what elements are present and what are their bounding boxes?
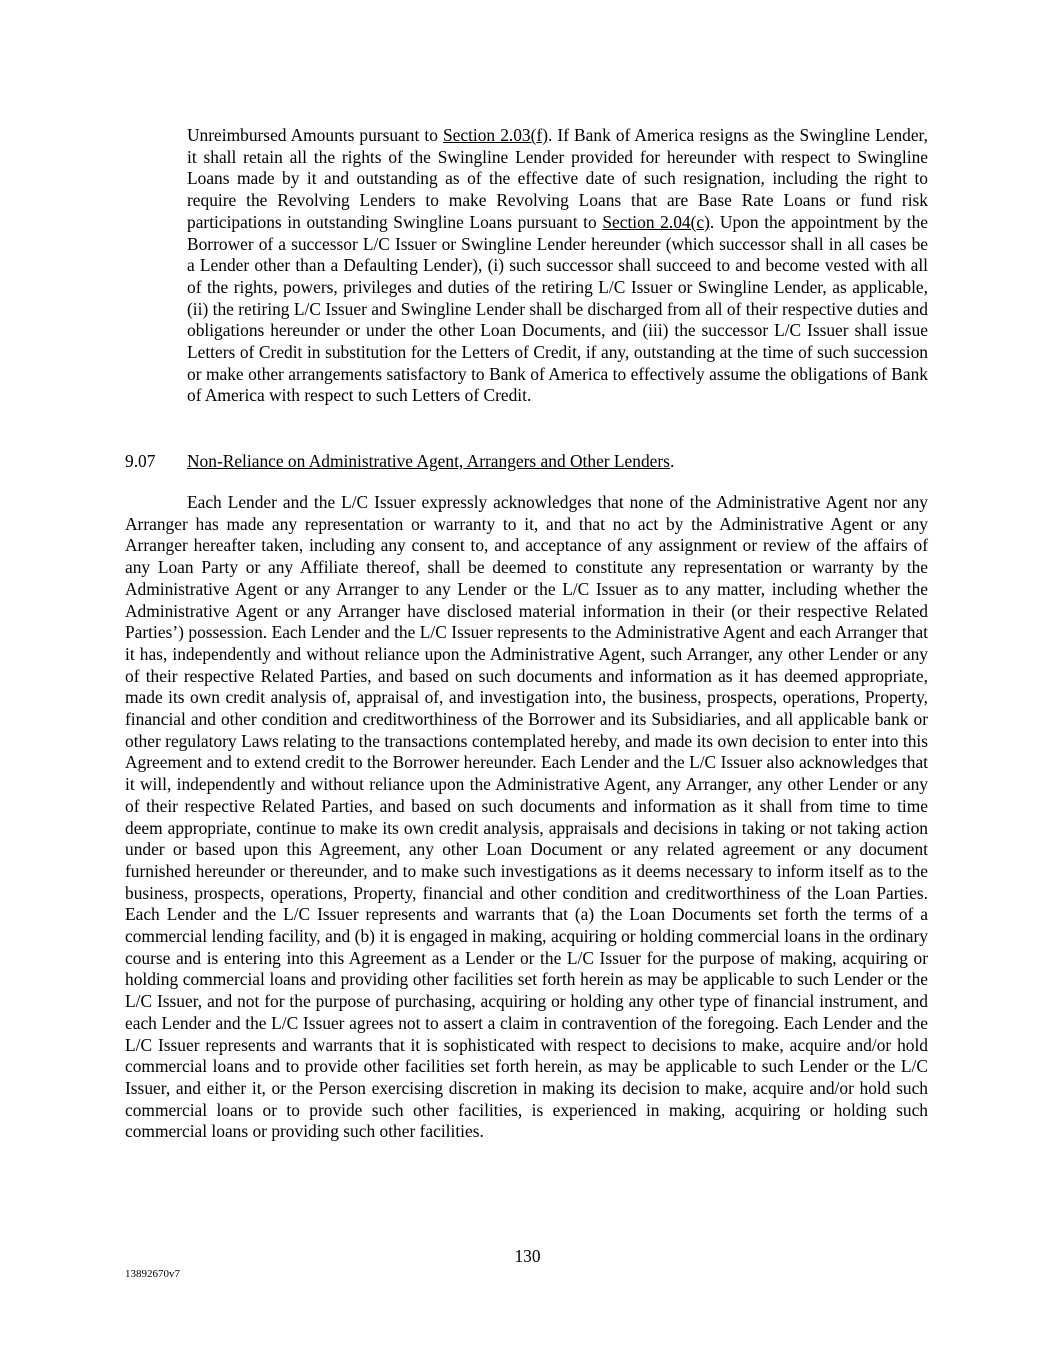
page-number: 130 <box>514 1246 541 1266</box>
section-heading <box>125 451 674 473</box>
section-reference-2-03f: Section 2.03(f) <box>442 125 548 145</box>
paragraph-text: Unreimbursed Amounts pursuant to <box>187 125 443 145</box>
paragraph-text: . Upon the appointment by the Borrower of a successor L/C Issuer or Swingline Lender hereunder (which successor shall in all cases be a Lender other than a Defaulting Lender), (i) such successor shall succeed to and become vested with all of the rights, powers, privileges and duties of the retiring L/C Issuer or Swingline Lender, as applicable, (ii) the retiring L/C Issuer and Swingline Lender shall be discharged from all of their respective duties and obligations hereunder or under the other Loan Documents, and (iii) the successor L/C Issuer shall issue Letters of Credit in substitution for the Letters of Credit, if any, outstanding at the time of such succession or make other arrangements satisfactory to Bank of America to effectively assume the obligations of Bank of America with respect to such Letters of Credit. <box>187 211 928 406</box>
section-title: Non-Reliance on Administrative Agent, Arrangers and Other Lenders <box>187 451 670 471</box>
section-reference-2-04c: Section 2.04(c) <box>602 211 710 232</box>
section-title-period: . <box>669 451 675 471</box>
paragraph-successor-issuer <box>187 125 928 407</box>
section-number: 9.07 <box>125 451 156 471</box>
paragraph-text: . If Bank of America resigns as the Swingline Lender, it shall retain all the rights of the Swingline Lender provided for hereunder with respect to Swingline Loans made by it and outstanding as of the effective date of such resignation, including the right to require the Revolving Lenders to make Revolving Loans that are Base Rate Loans or fund risk participations in outstanding Swingline Loans pursuant to <box>187 125 928 232</box>
document-id: 13892670v7 <box>125 1268 180 1280</box>
paragraph-non-reliance: Each Lender and the L/C Issuer expressly acknowledges that none of the Administrative Agent nor any Arranger has made any representation or warranty to it, and that no act by the Administrative Agent or any Arranger hereafter taken, including any consent to, and acceptance of any assignment or review of the affairs of any Loan Party or any Affiliate thereof, shall be deemed to constitute any representation or warranty by the Administrative Agent or any Arranger to any Lender or the L/C Issuer as to any matter, including whether the Administrative Agent or any Arranger have disclosed material information in their (or their respective Related Parties’) possession. Each Lender and the L/C Issuer represents to the Administrative Agent and each Arranger that it has, independently and without reliance upon the Administrative Agent, such Arranger, any other Lender or any of their respective Related Parties, and based on such documents and information as it has deemed appropriate, made its own credit analysis of, appraisal of, and investigation into, the business, prospects, operations, Property, financial and other condition and creditworthiness of the Borrower and its Subsidiaries, and all applicable bank or other regulatory Laws relating to the transactions contemplated hereby, and made its own decision to enter into this Agreement and to extend credit to the Borrower hereunder. Each Lender and the L/C Issuer also acknowledges that it will, independently and without reliance upon the Administrative Agent, any Arranger, any other Lender or any of their respective Related Parties, and based on such documents and information as it shall from time to time deem appropriate, continue to make its own credit analysis, appraisals and decisions in taking or not taking action under or based upon this Agreement, any other Loan Document or any related agreement or any document furnished hereunder or thereunder, and to make such investigations as it deems necessary to inform itself as to the business, prospects, operations, Property, financial and other condition and creditworthiness of the Loan Parties. Each Lender and the L/C Issuer represents and warrants that (a) the Loan Documents set forth the terms of a commercial lending facility, and (b) it is engaged in making, acquiring or holding commercial loans in the ordinary course and is entering into this Agreement as a Lender or the L/C Issuer for the purpose of making, acquiring or holding commercial loans and providing other facilities set forth herein as may be applicable to such Lender or the L/C Issuer, and not for the purpose of purchasing, acquiring or holding any other type of financial instrument, and each Lender and the L/C Issuer agrees not to assert a claim in contravention of the foregoing. Each Lender and the L/C Issuer represents and warrants that it is sophisticated with respect to decisions to make, acquire and/or hold commercial loans and to provide other facilities set forth herein, as may be applicable to such Lender or the L/C Issuer, and either it, or the Person exercising discretion in making its decision to make, acquire and/or hold such commercial loans or to provide such other facilities, is experienced in making, acquiring or holding such commercial loans or providing such other facilities. <box>125 492 928 1142</box>
